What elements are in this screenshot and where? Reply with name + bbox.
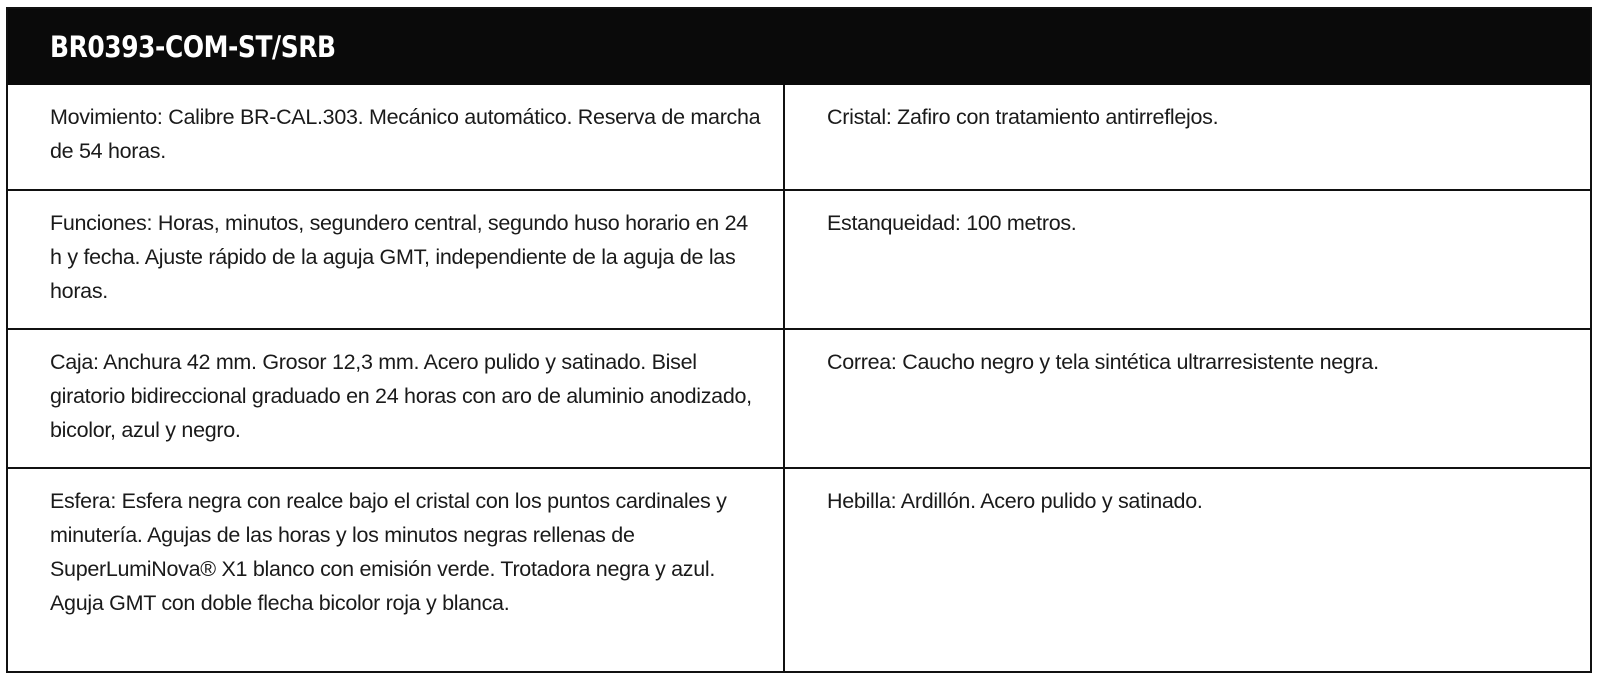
spec-row-movement-crystal — [8, 85, 1590, 189]
spec-buckle: Hebilla: Ardillón. Acero pulido y satinado. — [827, 489, 1203, 513]
spec-row-dial-buckle — [8, 467, 1590, 671]
spec-header — [8, 9, 1590, 85]
spec-strap: Correa: Caucho negro y tela sintética ultrarresistente negra. — [827, 350, 1379, 374]
spec-water-resistance: Estanqueidad: 100 metros. — [827, 211, 1077, 235]
spec-row-functions-water-resistance — [8, 189, 1590, 328]
model-title: BR0393-COM-ST/SRB — [50, 30, 336, 64]
spec-functions: Funciones: Horas, minutos, segundero central, segundo huso horario en 24 h y fecha. Ajuste rápido de la aguja GMT, independiente de la aguja de las horas. — [8, 191, 785, 328]
spec-dial: Esfera: Esfera negra con realce bajo el cristal con los puntos cardinales y minutería. Agujas de las horas y los minutos negras rellenas de SuperLumiNova® X1 blanco con emisión verde. Trotadora negra y azul. Aguja GMT con doble flecha bicolor roja y blanca. — [8, 469, 785, 671]
spec-table — [6, 7, 1592, 673]
spec-crystal: Cristal: Zafiro con tratamiento antirreflejos. — [827, 105, 1219, 129]
spec-movement: Movimiento: Calibre BR-CAL.303. Mecánico automático. Reserva de marcha de 54 horas. — [8, 85, 785, 189]
spec-row-case-strap — [8, 328, 1590, 467]
spec-case: Caja: Anchura 42 mm. Grosor 12,3 mm. Acero pulido y satinado. Bisel giratorio bidireccional graduado en 24 horas con aro de aluminio anodizado, bicolor, azul y negro. — [8, 330, 785, 467]
